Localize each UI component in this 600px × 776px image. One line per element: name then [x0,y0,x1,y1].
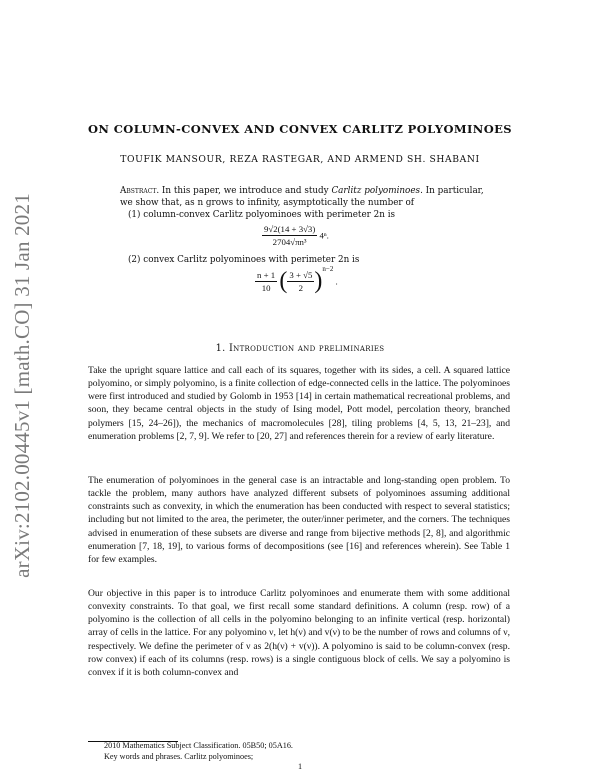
formula-2 [255,264,338,295]
abstract-label: Abstract. [120,186,160,196]
abstract-text-after: . In particular, we show that, as n grows to infinity, asymptotically the number of [120,186,484,208]
body-paragraph-2: The enumeration of polyominoes in the general case is an intractable and long-standing open problem. To tackle the problem, many authors have analyzed different subsets of polyominoes assuming additional constraints such as convexity, in which the enumeration has been conducted with respect to several statistics; including but not limited to the area, the perimeter, the outer/inner perimeter, and the corners. The techniques advised in enumeration of these subsets are diverse and range from bijective methods [2, 8], and algorithmic enumeration [7, 18, 19], to various forms of decompositions (see [16] and references wherein). See Table 1 for few examples. [88,475,510,565]
item-1-text: column-convex Carlitz polyominoes with perimeter 2n is [143,210,396,220]
formula-2-a-numerator: n + 1 [257,270,276,280]
formula-2-tail: . [335,276,338,287]
page-number: 1 [297,762,303,771]
formula-2-a-denominator: 10 [261,283,271,293]
item-2-label: (2) [128,255,141,265]
arxiv-sidebar [4,175,40,595]
arxiv-identifier: arXiv:2102.00445v1 [math.CO] 31 Jan 2021 [9,192,34,578]
formula-2-b-numerator: 3 + √5 [289,270,313,280]
paper-authors: TOUFIK MANSOUR, REZA RASTEGAR, AND ARMEND SH. SHABANI [120,154,480,165]
paper-title: ON COLUMN-CONVEX AND CONVEX CARLITZ POLYOMINOES [87,122,512,136]
formula-1-numerator: 9√2(14 + 3√3) [264,224,316,234]
item-2-text: convex Carlitz polyominoes with perimeter 2n is [143,255,360,265]
footnote-keywords: Key words and phrases. Carlitz polyominoes; [104,752,254,761]
formula-2-left-paren: ( [279,268,288,294]
abstract-item-1 [128,209,395,221]
body-paragraph-3: Our objective in this paper is to introduce Carlitz polyominoes and enumerate them with some additional convexity constraints. To that goal, we first recall some standard definitions. A column (resp. row) of a polyomino is the collection of all cells in the polyomino belonging to an infinite vertical (resp. horizontal) array of cells in the lattice. For any polyomino ν, let h(ν) and v(ν) to be the number of rows and columns of ν, respectively. We define the perimeter of ν as 2(h(ν) + v(ν)). A polyomino is said to be column-convex (resp. row convex) if each of its columns (resp. rows) is a single contiguous block of cells. We say a polyomino is convex if it is both column-convex and [88,588,510,678]
formula-1-fraction [262,224,317,247]
footnote-msc: 2010 Mathematics Subject Classification. 05B50; 05A16. [104,741,293,750]
abstract-emph: Carlitz polyominoes [331,186,421,196]
abstract [120,185,490,209]
formula-2-fraction-b [287,270,314,293]
formula-2-exponent: n−2 [322,264,334,273]
formula-1 [262,224,329,247]
formula-1-denominator: 2704√πn³ [272,237,307,247]
abstract-text-before: In this paper, we introduce and study [159,186,332,196]
section-heading: 1. Introduction and preliminaries [215,343,385,354]
formula-2-right-paren: ) [314,268,323,294]
item-1-label: (1) [128,210,141,220]
body-paragraph-1: Take the upright square lattice and call each of its squares, together with its sides, a cell. A squared lattice polyomino, or simply polyomino, is a finite collection of edge-connected cells in the lattice. The polyominoes were first introduced and studied by Golomb in 1953 [14] in certain mathematical recreational problems, and soon, they became central objects in the study of Ising model, Pott model, percolation theory, branched polymers [15, 24–26]), the mechanics of macromolecules [28], tiling problems [4, 5, 13, 21–23], and enumeration problems [2, 7, 9]. We refer to [20, 27] and references therein for a review of early literature. [88,365,510,442]
formula-1-tail: 4ⁿ. [319,230,329,241]
formula-2-b-denominator: 2 [298,283,304,293]
formula-2-fraction-a [255,270,277,293]
